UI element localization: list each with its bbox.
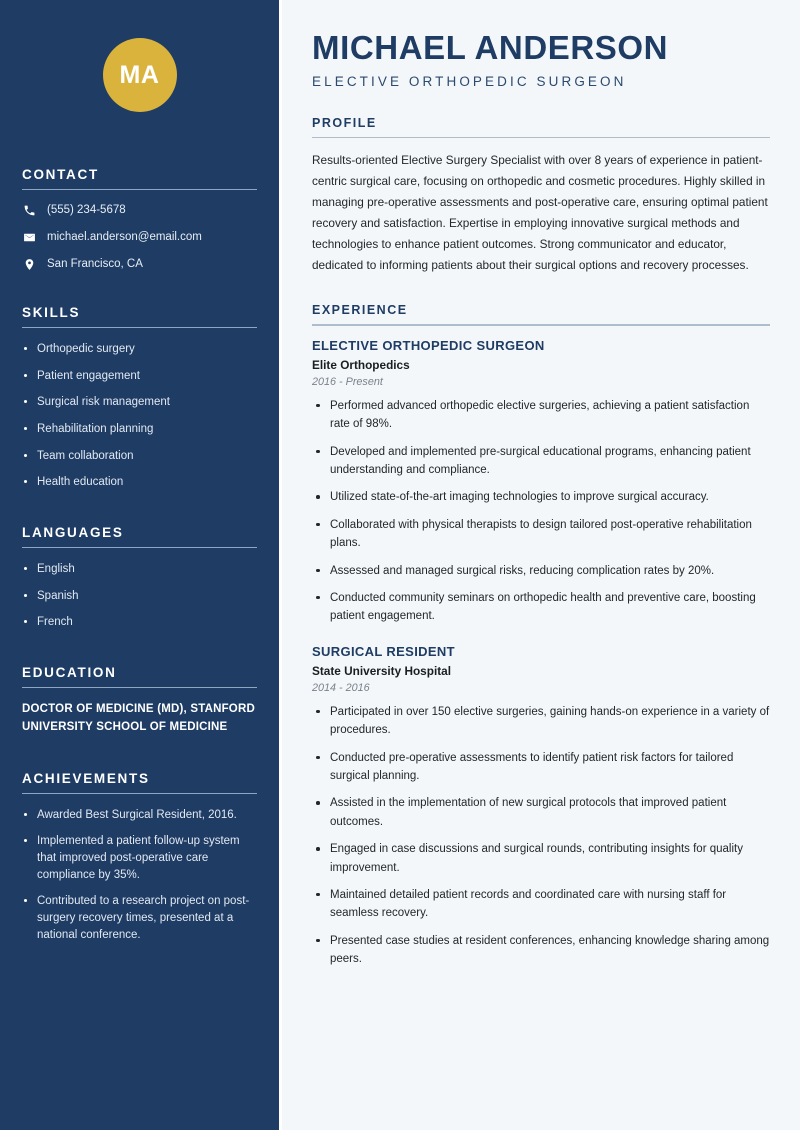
contact-row-email[interactable] bbox=[22, 230, 257, 244]
list-item: Performed advanced orthopedic elective surgeries, achieving a patient satisfaction rate of 98%. bbox=[312, 397, 770, 434]
achievements-heading: ACHIEVEMENTS bbox=[22, 770, 150, 786]
sidebar-section-education bbox=[22, 665, 257, 737]
education-heading: EDUCATION bbox=[22, 665, 117, 681]
main-section-profile bbox=[312, 116, 770, 276]
experience-company: Elite Orthopedics bbox=[312, 357, 410, 372]
list-item: Presented case studies at resident conferences, enhancing knowledge sharing among peers. bbox=[312, 932, 770, 969]
list-item: English bbox=[22, 561, 257, 578]
languages-heading: LANGUAGES bbox=[22, 525, 124, 541]
list-item: Health education bbox=[22, 474, 257, 491]
experience-role: ELECTIVE ORTHOPEDIC SURGEON bbox=[312, 337, 545, 353]
experience-bullets bbox=[312, 703, 770, 969]
education-item: DOCTOR OF MEDICINE (MD), STANFORD UNIVERSITY SCHOOL OF MEDICINE bbox=[22, 703, 255, 733]
sidebar-section-achievements bbox=[22, 771, 257, 944]
list-item: Surgical risk management bbox=[22, 394, 257, 411]
contact-rule bbox=[22, 189, 257, 190]
avatar: MA bbox=[103, 38, 177, 112]
sidebar-section-languages bbox=[22, 525, 257, 631]
list-item: Utilized state-of-the-art imaging technologies to improve surgical accuracy. bbox=[312, 488, 770, 506]
list-item: Engaged in case discussions and surgical rounds, contributing insights for quality improvement. bbox=[312, 840, 770, 877]
profile-rule bbox=[312, 137, 770, 139]
skills-rule bbox=[22, 327, 257, 328]
list-item: Spanish bbox=[22, 588, 257, 605]
list-item: Maintained detailed patient records and coordinated care with nursing staff for seamless recovery. bbox=[312, 886, 770, 923]
profile-text: Results-oriented Elective Surgery Specialist with over 8 years of experience in patient-centric surgical care, focusing on orthopedic and cosmetic procedures. Highly skilled in managing pre-operative assessments and post-operative care, ensuring optimal patient recovery and satisfaction. Expertise in employing innovative surgical methods and technologies to enhance patient outcomes. Strong communicator and educator, dedicated to informing patients about their surgical options and recovery processes. bbox=[312, 153, 768, 273]
list-item: Collaborated with physical therapists to design tailored post-operative rehabilitation plans. bbox=[312, 516, 770, 553]
list-item: Contributed to a research project on post-surgery recovery times, presented at a national conference. bbox=[22, 893, 257, 943]
list-item: Conducted community seminars on orthopedic health and preventive care, boosting patient engagement. bbox=[312, 589, 770, 626]
experience-rule bbox=[312, 324, 770, 326]
professional-title: ELECTIVE ORTHOPEDIC SURGEON bbox=[312, 73, 627, 89]
main-content bbox=[282, 0, 800, 1130]
experience-role: SURGICAL RESIDENT bbox=[312, 643, 455, 659]
list-item: Conducted pre-operative assessments to identify patient risk factors for tailored surgical planning. bbox=[312, 749, 770, 786]
list-item: Participated in over 150 elective surgeries, gaining hands-on experience in a variety of procedures. bbox=[312, 703, 770, 740]
achievements-rule bbox=[22, 793, 257, 794]
achievements-list bbox=[22, 807, 257, 944]
sidebar bbox=[0, 0, 279, 1130]
experience-dates: 2016 - Present bbox=[312, 375, 383, 388]
contact-row-phone[interactable] bbox=[22, 203, 257, 217]
list-item: Awarded Best Surgical Resident, 2016. bbox=[22, 807, 257, 824]
education-rule bbox=[22, 687, 257, 688]
sidebar-section-skills bbox=[22, 305, 257, 491]
skills-heading: SKILLS bbox=[22, 305, 81, 320]
main-section-experience bbox=[312, 303, 770, 968]
experience-dates: 2014 - 2016 bbox=[312, 681, 370, 694]
list-item: Rehabilitation planning bbox=[22, 421, 257, 438]
skills-list bbox=[22, 341, 257, 491]
page-title: MICHAEL ANDERSON bbox=[312, 29, 669, 66]
list-item: Orthopedic surgery bbox=[22, 341, 257, 358]
experience-company: State University Hospital bbox=[312, 663, 451, 678]
list-item: Developed and implemented pre-surgical educational programs, enhancing patient understanding and compliance. bbox=[312, 443, 770, 480]
contact-heading: CONTACT bbox=[22, 167, 99, 182]
phone-icon bbox=[22, 203, 36, 217]
list-item: French bbox=[22, 614, 257, 631]
languages-rule bbox=[22, 547, 257, 548]
experience-bullets bbox=[312, 397, 770, 626]
experience-heading: EXPERIENCE bbox=[312, 303, 408, 318]
experience-entry bbox=[312, 644, 770, 969]
list-item: Patient engagement bbox=[22, 368, 257, 385]
contact-row-location[interactable] bbox=[22, 257, 257, 271]
languages-list bbox=[22, 561, 257, 631]
list-item: Implemented a patient follow-up system that improved post-operative care compliance by 35%. bbox=[22, 833, 257, 883]
contact-location-value: San Francisco, CA bbox=[47, 258, 143, 270]
contact-phone-value: (555) 234-5678 bbox=[47, 204, 126, 216]
profile-heading: PROFILE bbox=[312, 115, 377, 130]
list-item: Team collaboration bbox=[22, 448, 257, 465]
envelope-icon bbox=[22, 230, 36, 244]
contact-email-value: michael.anderson@email.com bbox=[47, 231, 202, 243]
avatar-wrapper bbox=[22, 0, 257, 112]
location-pin-icon bbox=[22, 257, 36, 271]
sidebar-section-contact bbox=[22, 167, 257, 271]
list-item: Assessed and managed surgical risks, reducing complication rates by 20%. bbox=[312, 562, 770, 580]
experience-entry bbox=[312, 338, 770, 626]
list-item: Assisted in the implementation of new surgical protocols that improved patient outcomes. bbox=[312, 794, 770, 831]
